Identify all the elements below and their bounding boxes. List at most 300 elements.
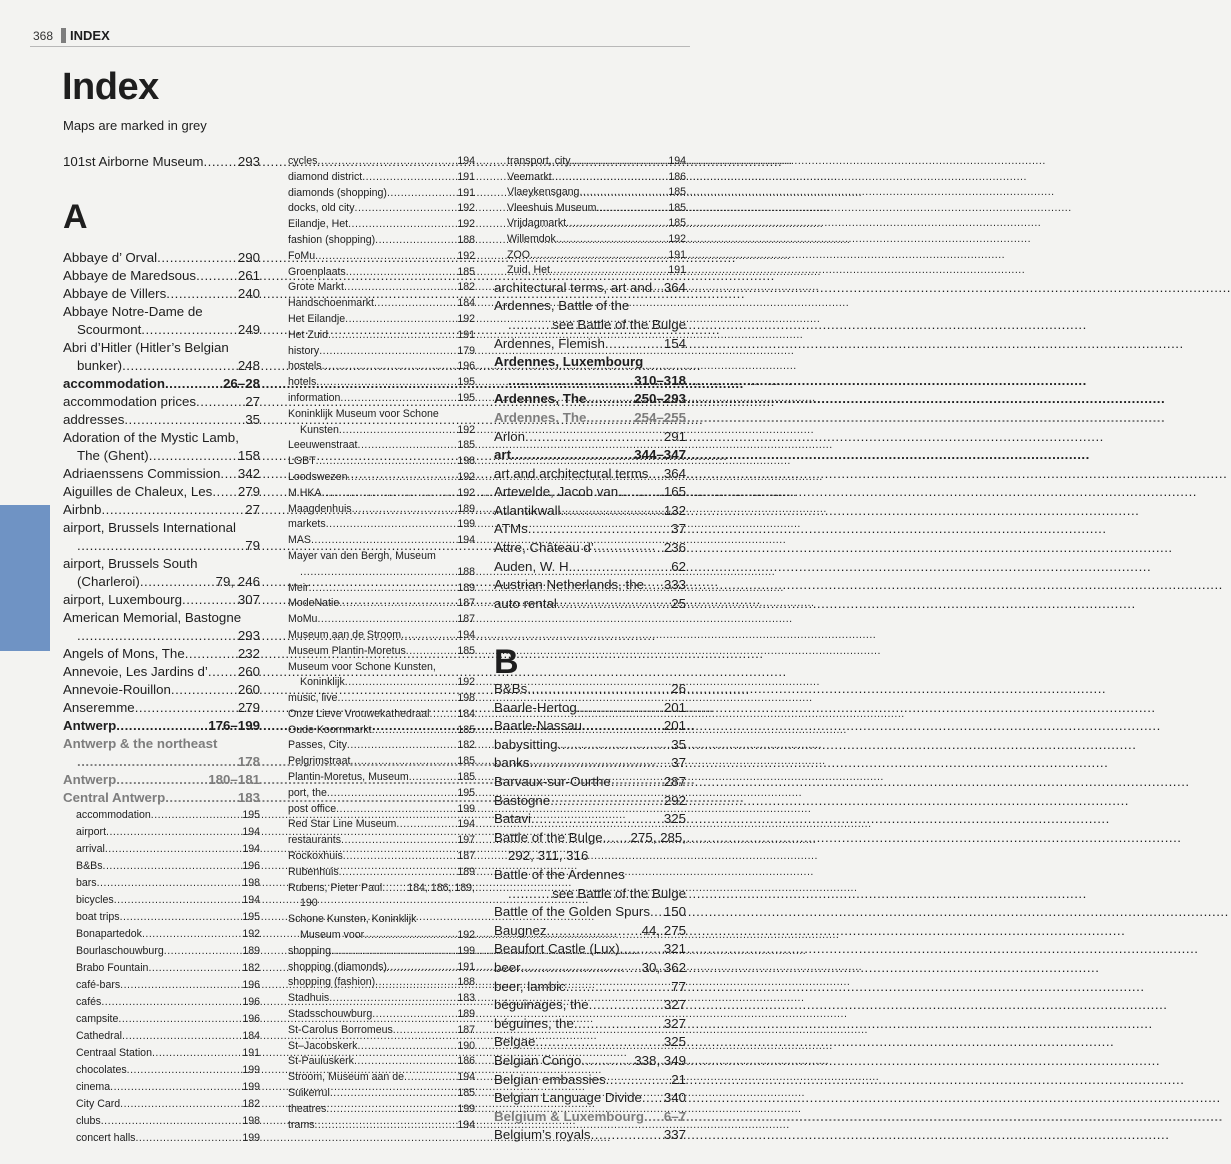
dot-leader [552, 170, 668, 186]
index-entry-continuation [288, 896, 475, 912]
entry-pages: 188 [457, 233, 475, 246]
entry-pages: 178 [237, 754, 260, 769]
entry-term: Central Antwerp [63, 790, 166, 805]
dot-leader [135, 1130, 241, 1147]
entry-term: Abri d’Hitler (Hitler’s Belgian [63, 340, 229, 355]
index-entry [494, 810, 686, 829]
entry-pages: 187 [457, 850, 475, 863]
dot-leader [508, 885, 551, 904]
dot-leader [317, 154, 456, 170]
entry-pages: 185 [457, 723, 475, 736]
entry-term: bicycles [76, 894, 114, 906]
dot-leader [648, 465, 662, 484]
index-column-1 [63, 153, 260, 1147]
dot-leader [182, 591, 237, 609]
entry-term: port, the [288, 786, 327, 799]
index-entry [288, 533, 475, 549]
index-entry-continuation [63, 537, 260, 555]
entry-pages: 184 [457, 297, 475, 310]
index-entry [63, 1028, 260, 1045]
entry-pages: 192 [457, 202, 475, 215]
entry-term: Suikerrui [288, 1087, 330, 1100]
page-number: 368 [33, 28, 54, 43]
entry-term: Museum aan de Stroom [288, 628, 402, 641]
dot-leader [644, 1108, 663, 1127]
dot-leader [339, 865, 457, 881]
entry-term: St-Pauluskerk [288, 1055, 354, 1068]
index-entry [288, 1039, 475, 1055]
dot-leader [97, 875, 242, 892]
entry-pages: 344–347 [634, 447, 686, 463]
dot-leader [152, 1045, 241, 1062]
entry-term: Meir [288, 581, 309, 594]
dot-leader [508, 316, 551, 335]
index-entry [288, 770, 475, 786]
dot-leader [110, 1079, 241, 1096]
dot-leader [116, 717, 207, 735]
entry-pages: 185 [668, 217, 686, 230]
dot-leader [642, 1089, 663, 1108]
dot-leader [326, 1102, 456, 1118]
index-entry [63, 501, 260, 519]
dot-leader [165, 375, 222, 393]
dot-leader [372, 1007, 456, 1023]
entry-term: Stadsschouwburg [288, 1008, 373, 1021]
index-entry [494, 1126, 686, 1145]
entry-term: Rubenhuis [288, 865, 339, 878]
entry-term: airport, Luxembourg [63, 592, 182, 607]
dot-leader [531, 810, 663, 829]
entry-pages: 198 [457, 455, 475, 468]
entry-pages: 192 [457, 218, 475, 231]
dot-leader [404, 1070, 456, 1086]
index-entry [494, 520, 686, 539]
entry-term-continued: The (Ghent) [77, 448, 149, 463]
entry-pages: 158 [237, 448, 260, 463]
entry-pages: 194 [457, 818, 475, 831]
entry-pages: 183 [237, 790, 260, 805]
entry-pages: 21 [671, 1071, 686, 1087]
entry-term: Bastogne [494, 792, 551, 808]
entry-term: Passes, City [288, 739, 347, 752]
entry-pages: 260 [237, 682, 260, 697]
dot-leader [165, 789, 237, 807]
index-entry [63, 609, 260, 627]
dot-leader [327, 786, 456, 802]
index-entry [494, 539, 686, 558]
index-entry [63, 1130, 260, 1147]
entry-term: Annevoie, Les Jardins d’ [63, 664, 208, 679]
entry-pages: 30, 362 [641, 959, 686, 975]
entry-pages: 291 [663, 428, 686, 444]
entry-pages: 310–318 [634, 372, 686, 388]
entry-pages: see Battle of the Bulge [552, 885, 686, 901]
entry-pages: 154 [663, 335, 686, 351]
entry-pages: 189 [457, 581, 475, 594]
entry-pages: 192 [457, 312, 475, 325]
index-entry-continuation [63, 627, 260, 645]
entry-term: theatres [288, 1102, 327, 1115]
entry-term: Rubens, Pieter Paul [288, 881, 383, 894]
dot-leader [430, 707, 457, 723]
entry-pages: 165 [663, 484, 686, 500]
dot-leader [582, 717, 663, 736]
index-entry [494, 1033, 686, 1052]
entry-pages: 185 [668, 186, 686, 199]
index-entry [288, 944, 475, 960]
index-entry [288, 660, 475, 676]
entry-term: Baarle-Hertog [494, 699, 577, 715]
dot-leader [151, 807, 242, 824]
dot-leader [196, 267, 237, 285]
index-entry [63, 1011, 260, 1028]
dot-leader [347, 738, 456, 754]
index-entry [494, 353, 686, 372]
entry-pages: 194 [242, 826, 260, 838]
index-entry [63, 1045, 260, 1062]
entry-pages: 188 [457, 565, 475, 578]
entry-term: ATMs [494, 521, 528, 537]
dot-leader [620, 940, 663, 959]
entry-pages: 187 [457, 1023, 475, 1036]
entry-pages: 194 [457, 534, 475, 547]
entry-term: Grote Markt [288, 281, 344, 294]
entry-pages: 189 [242, 945, 260, 957]
index-entry [494, 185, 686, 201]
dot-leader [527, 680, 670, 699]
entry-pages: 194 [457, 1118, 475, 1131]
dot-leader [122, 1028, 241, 1045]
entry-pages: 201 [663, 718, 686, 734]
entry-pages: 260 [237, 664, 260, 679]
entry-pages: 187 [457, 597, 475, 610]
entry-pages: 199 [457, 1102, 475, 1115]
index-entry [288, 991, 475, 1007]
entry-pages: 199 [457, 944, 475, 957]
index-entry [63, 249, 260, 267]
entry-term: Ardennes, Flemish [494, 335, 605, 351]
entry-term: Attre, Château d’ [494, 540, 594, 556]
dot-leader [322, 359, 457, 375]
entry-term: airport [76, 826, 107, 838]
entry-term: Maagdenhuis [288, 502, 352, 515]
entry-term: Eilandje, Het [288, 218, 349, 231]
entry-pages: 195 [242, 911, 260, 923]
dot-leader [358, 438, 457, 454]
dot-leader [120, 909, 242, 926]
entry-pages: 189 [457, 502, 475, 515]
index-entry [288, 881, 475, 897]
dot-leader [220, 465, 236, 483]
entry-pages: 196 [242, 979, 260, 991]
entry-pages: 198 [242, 877, 260, 889]
index-entry [63, 681, 260, 699]
entry-term: airport, Brussels International [63, 520, 236, 535]
entry-term: Ardennes, The [494, 391, 587, 407]
index-entry-continuation [494, 372, 686, 391]
entry-term: beer, lambic [494, 978, 566, 994]
entry-term: accommodation prices [63, 394, 197, 409]
index-entry [63, 960, 260, 977]
running-header [33, 28, 110, 43]
index-entry [63, 393, 260, 411]
dot-leader [364, 928, 456, 944]
index-entry [494, 680, 686, 699]
entry-term: City Card [76, 1098, 121, 1110]
dot-leader [77, 753, 237, 771]
index-entry [288, 1118, 475, 1134]
entry-pages: 321 [663, 941, 686, 957]
entry-term: Baarle-Nassau [494, 718, 582, 734]
index-entry [288, 407, 475, 423]
entry-term: Vlaeykensgang [507, 186, 580, 199]
index-entry [288, 438, 475, 454]
dot-leader [185, 645, 237, 663]
index-entry [494, 1052, 686, 1071]
entry-term: airport, Brussels South [63, 556, 198, 571]
entry-term: accommodation [76, 809, 151, 821]
entry-pages: 194 [668, 155, 686, 167]
index-entry [494, 903, 686, 922]
index-entry [63, 663, 260, 681]
index-entry [63, 771, 260, 789]
index-entry [288, 186, 475, 202]
entry-term: hostels [288, 360, 322, 373]
index-entry [63, 858, 260, 875]
entry-term: Auden, W. H. [494, 558, 573, 574]
entry-term: cycles [288, 155, 318, 167]
entry-pages: 199 [242, 1081, 260, 1093]
entry-pages: 27 [245, 502, 260, 517]
entry-pages: 192 [668, 232, 686, 245]
entry-pages: 150 [663, 904, 686, 920]
entry-pages: 340 [663, 1090, 686, 1106]
index-entry [494, 446, 686, 465]
entry-term: information [288, 391, 341, 404]
entry-pages: 190 [457, 1039, 475, 1052]
entry-pages: 261 [237, 268, 260, 283]
index-entry-continuation [494, 847, 686, 866]
dot-leader [343, 849, 457, 865]
entry-term: markets [288, 518, 326, 531]
entry-term: Stroom, Museum aan de [288, 1071, 404, 1084]
entry-pages: 192 [457, 423, 475, 436]
dot-leader [393, 1023, 457, 1039]
index-entry [288, 470, 475, 486]
entry-pages: 293 [237, 154, 260, 169]
entry-pages: 191 [457, 186, 475, 199]
entry-pages: 196 [242, 1013, 260, 1025]
index-entry [63, 699, 260, 717]
dot-leader [409, 770, 457, 786]
dot-leader [644, 576, 663, 595]
entry-term-continued: Museum voor [300, 929, 365, 942]
entry-pages: 185 [457, 265, 475, 278]
dot-leader [606, 1071, 671, 1090]
entry-term: Ardennes, Battle of the [494, 298, 630, 314]
entry-pages: 199 [242, 1132, 260, 1144]
entry-pages: 364 [663, 279, 686, 295]
index-entry-continuation [63, 357, 260, 375]
entry-term: Centraal Station [76, 1047, 152, 1059]
entry-term: Adoration of the Mystic Lamb, [63, 430, 239, 445]
index-entry [494, 232, 686, 248]
entry-pages: see Battle of the Bulge [552, 316, 686, 332]
dot-leader [611, 773, 663, 792]
index-entry [288, 170, 475, 186]
index-entry [494, 216, 686, 232]
entry-pages: 192 [457, 249, 475, 262]
dot-leader [140, 573, 215, 591]
dot-leader [571, 154, 668, 170]
entry-term: Belgium’s royals [494, 1127, 591, 1143]
dot-leader [345, 312, 456, 328]
index-entry [63, 909, 260, 926]
dot-leader [314, 1118, 456, 1134]
entry-term: Antwerp [63, 772, 117, 787]
dot-leader [375, 233, 456, 249]
entry-pages: 196 [242, 860, 260, 872]
entry-pages: 364 [663, 465, 686, 481]
entry-pages: 290 [237, 250, 260, 265]
index-entry [63, 303, 260, 321]
index-entry [494, 829, 686, 848]
dot-leader [114, 892, 242, 909]
entry-pages: 179 [457, 344, 475, 357]
entry-pages-continued: 292, 311, 316 [508, 848, 589, 864]
entry-term: Pelgrimstraat [288, 755, 351, 768]
dot-leader [547, 922, 641, 941]
entry-term: Abbaye de Maredsous [63, 268, 197, 283]
dot-leader [328, 328, 456, 344]
entry-pages: 185 [457, 771, 475, 784]
dot-leader [387, 186, 456, 202]
dot-leader [354, 1054, 456, 1070]
entry-pages: 342 [237, 466, 260, 481]
index-entry-continuation [63, 573, 260, 591]
entry-term: art [494, 447, 511, 463]
dot-leader [344, 280, 456, 296]
entry-term: clubs [76, 1115, 101, 1127]
dot-leader [141, 321, 237, 339]
dot-leader [579, 185, 667, 201]
index-entry [288, 1102, 475, 1118]
index-entry [494, 279, 686, 298]
entry-term: Het Zuid [288, 328, 329, 341]
entry-pages: 337 [663, 1127, 686, 1143]
index-entry [494, 409, 686, 428]
dot-leader [77, 537, 244, 555]
entry-pages: 292 [663, 792, 686, 808]
entry-term: Het Eilandje [288, 312, 346, 325]
entry-pages: 187 [457, 613, 475, 626]
index-entry [288, 549, 475, 565]
entry-pages: 192 [242, 928, 260, 940]
entry-pages: 184, 186, 189, [407, 881, 475, 894]
entry-term: diamond district [288, 170, 363, 183]
entry-pages: 327 [663, 1015, 686, 1031]
dot-leader [339, 596, 456, 612]
entry-pages: 79, 246 [215, 574, 260, 589]
dot-leader [508, 372, 633, 391]
entry-pages: 307 [237, 592, 260, 607]
dot-leader [352, 502, 457, 518]
entry-term: Rockoxhuis [288, 850, 343, 863]
entry-pages: 199 [457, 518, 475, 531]
entry-pages: 198 [457, 692, 475, 705]
dot-leader [164, 943, 242, 960]
entry-term: Brabo Fountain [76, 962, 149, 974]
index-entry [288, 738, 475, 754]
index-entry [288, 328, 475, 344]
index-entry [494, 263, 686, 279]
entry-term: MoMu [288, 613, 318, 626]
index-entry [494, 595, 686, 614]
entry-term: restaurants [288, 834, 341, 847]
page-subtitle: Maps are marked in grey [63, 118, 207, 133]
dot-leader [345, 675, 457, 691]
dot-leader [521, 959, 641, 978]
index-entry [494, 558, 686, 577]
entry-term: Plantin-Moretus, Museum [288, 771, 409, 784]
index-entry [494, 922, 686, 941]
index-entry [288, 596, 475, 612]
index-entry [63, 153, 260, 171]
entry-term: Austrian Netherlands, the [494, 577, 645, 593]
index-entry-continuation [494, 316, 686, 335]
index-entry [494, 297, 686, 316]
dot-leader [103, 858, 242, 875]
entry-pages: 185 [668, 201, 686, 214]
entry-pages: 37 [671, 755, 686, 771]
dot-leader [101, 994, 241, 1011]
entry-pages: 254–255 [634, 409, 686, 425]
dot-leader [340, 391, 456, 407]
index-entry [288, 786, 475, 802]
index-entry [63, 841, 260, 858]
entry-term-continued: (Charleroi) [77, 574, 140, 589]
dot-leader [336, 802, 456, 818]
index-entry [288, 217, 475, 233]
dot-leader [603, 829, 630, 848]
index-entry [63, 375, 260, 393]
entry-term: art and architectural terms [494, 465, 649, 481]
dot-leader [581, 1052, 633, 1071]
dot-leader [118, 1011, 241, 1028]
entry-term: cinema [76, 1081, 111, 1093]
dot-leader [120, 977, 241, 994]
entry-pages: 191 [668, 264, 686, 277]
dot-leader [618, 483, 663, 502]
entry-pages: 279 [237, 484, 260, 499]
entry-term: docks, old city [288, 202, 355, 215]
entry-term: Antwerp & the northeast [63, 736, 218, 751]
entry-term: ModeNatie [288, 597, 340, 610]
entry-term: Battle of the Ardennes [494, 866, 625, 882]
entry-pages: 186 [457, 1055, 475, 1068]
entry-term: MAS [288, 534, 311, 547]
entry-term: accommodation [63, 376, 165, 391]
entry-term: history [288, 344, 320, 357]
entry-term: Aiguilles de Chaleux, Les [63, 484, 213, 499]
index-entry [288, 280, 475, 296]
dot-leader [566, 216, 667, 232]
entry-term: Airbnb [63, 502, 102, 517]
dot-leader [315, 249, 456, 265]
dot-leader [101, 1113, 242, 1130]
index-entry [63, 1079, 260, 1096]
dot-leader [529, 754, 670, 773]
